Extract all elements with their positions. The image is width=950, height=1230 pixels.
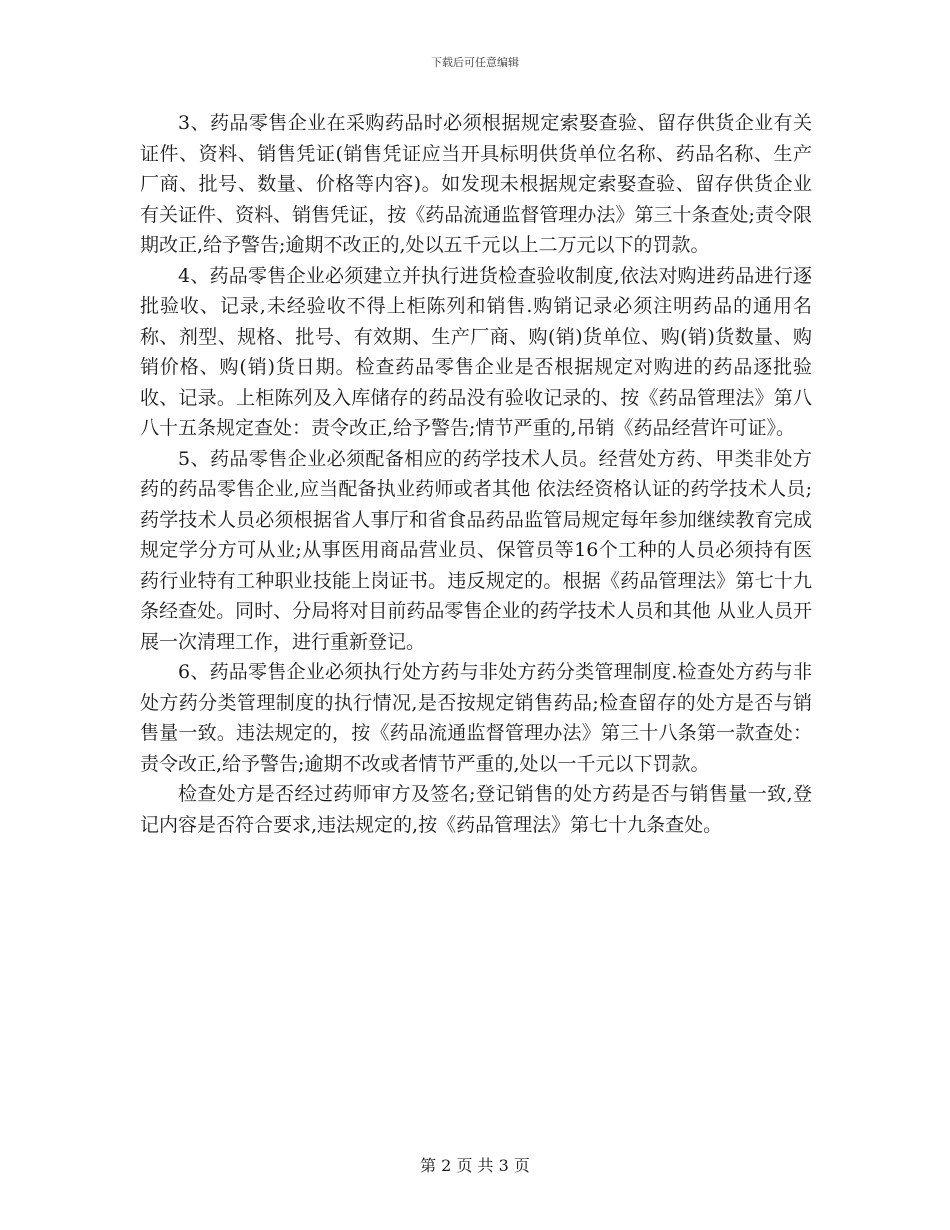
page-number: 第 2 页 共 3 页 bbox=[420, 1156, 530, 1175]
document-body bbox=[140, 108, 812, 840]
paragraph-prescription-check: 检查处方是否经过药师审方及签名;登记销售的处方药是否与销售量一致,登记内容是否符合要求,违法规定的,按《药品管理法》第七十九条查处。 bbox=[140, 783, 812, 836]
paragraph-item-6: 6、药品零售企业必须执行处方药与非处方药分类管理制度.检查处方药与非处方药分类管理制度的执行情况,是否按规定销售药品;检查留存的处方是否与销售量一致。违法规定的，按《药品流通监督管理办法》第三十八条第一款查处：责令改正,给予警告;逾期不改或者情节严重的,处以一千元以下罚款。 bbox=[140, 661, 812, 775]
paragraph-item-5: 5、药品零售企业必须配备相应的药学技术人员。经营处方药、甲类非处方药的药品零售企业,应当配备执业药师或者其他 依法经资格认证的药学技术人员;药学技术人员必须根据省人事厅和省食品药品监管局规定每年参加继续教育完成规定学分方可从业;从事医用商品营业员、保管员等16个工种的人员必须持有医药行业特有工种职业技能上岗证书。违反规定的。根据《药品管理法》第七十九条经查处。同时、分局将对目前药品零售企业的药学技术人员和其他 从业人员开展一次清理工作，进行重新登记。 bbox=[140, 447, 812, 653]
paragraph-item-3: 3、药品零售企业在采购药品时必须根据规定索娶查验、留存供货企业有关证件、资料、销售凭证(销售凭证应当开具标明供货单位名称、药品名称、生产厂商、批号、数量、价格等内容)。如发现未根据规定索娶查验、留存供货企业有关证件、资料、销售凭证，按《药品流通监督管理办法》第三十条查处;责令限期改正,给予警告;逾期不改正的,处以五千元以上二万元以下的罚款。 bbox=[140, 112, 812, 256]
paragraph-item-4: 4、药品零售企业必须建立并执行进货检查验收制度,依法对购进药品进行逐批验收、记录,未经验收不得上柜陈列和销售.购销记录必须注明药品的通用名称、剂型、规格、批号、有效期、生产厂商、购(销)货单位、购(销)货数量、购销价格、购(销)货日期。检查药品零售企业是否根据规定对购进的药品逐批验收、记录。上柜陈列及入库储存的药品没有验收记录的、按《药品管理法》第八八十五条规定查处：责令改正,给予警告;情节严重的,吊销《药品经营许可证》。 bbox=[140, 264, 812, 439]
page-header: 下载后可任意编辑 bbox=[431, 56, 519, 69]
